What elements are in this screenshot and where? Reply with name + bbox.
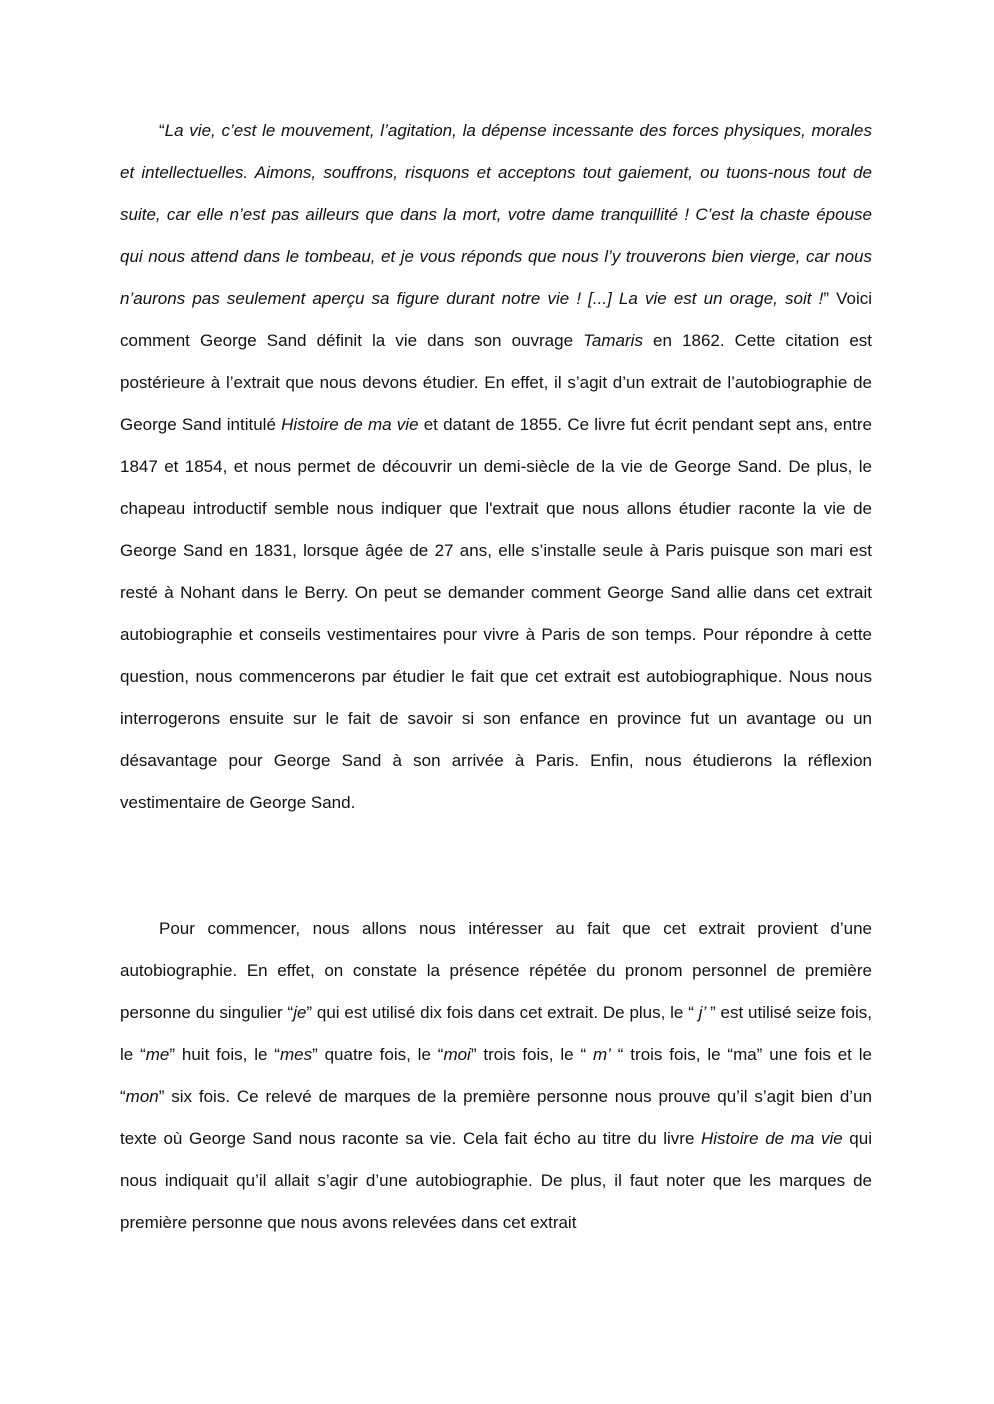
text-segment: ” est utilisé seize fois, le “ (120, 1003, 872, 1064)
text-segment: et datant de 1855. Ce livre fut écrit pendant sept ans, entre 1847 et 1854, et nous permet de découvrir un demi-siècle de la vie de George Sand. De plus, le chapeau introductif semble nous indiquer que l'extrait que nous allons étudier raconte la vie de George Sand en 1831, lorsque âgée de 27 ans, elle s’installe seule à Paris puisque son mari est resté à Nohant dans le Berry. On peut se demander comment George Sand allie dans cet extrait autobiographie et conseils vestimentaires pour vivre à Paris de son temps. Pour répondre à cette question, nous commencerons par étudier le fait que cet extrait est autobiographique. Nous nous interrogerons ensuite sur le fait de savoir si son enfance en province fut un avantage ou un désavantage pour George Sand à son arrivée à Paris. Enfin, nous étudierons la réflexion vestimentaire de George Sand. (120, 415, 872, 812)
text-segment: ” six fois. Ce relevé de marques de la première personne nous prouve qu’il s’agit bien d’un texte où George Sand nous raconte sa vie. Cela fait écho au titre du livre (120, 1087, 872, 1148)
text-segment: ” trois fois, le “ (470, 1045, 593, 1064)
pronoun-term: me (145, 1045, 170, 1064)
text-segment: ” qui est utilisé dix fois dans cet extrait. De plus, le “ (306, 1003, 699, 1022)
text-segment: Pour commencer, nous allons nous intéresser au fait que cet extrait provient d’une autobiographie. En effet, on constate la présence répétée du pronom personnel de première personne du singulier “ (120, 919, 872, 1022)
book-title: Tamaris (583, 331, 643, 350)
pronoun-term: m’ (592, 1045, 611, 1064)
pronoun-term: je (293, 1003, 307, 1022)
paragraph-development (120, 908, 872, 1244)
pronoun-term: moi (443, 1045, 471, 1064)
document-page (120, 110, 872, 1244)
text-segment: en 1862. Cette citation est postérieure à l’extrait que nous devons étudier. En effet, il s’agit d’un extrait de l’autobiographie de George Sand intitulé (120, 331, 872, 434)
book-title: Histoire de ma vie (281, 415, 419, 434)
text-segment: “ (159, 121, 165, 140)
book-title: Histoire de ma vie (701, 1129, 843, 1148)
text-segment: “ trois fois, le “ma” une fois et le “ (120, 1045, 872, 1106)
paragraph-introduction (120, 110, 872, 824)
pronoun-term: mes (279, 1045, 313, 1064)
text-segment: ” quatre fois, le “ (312, 1045, 444, 1064)
quotation-text: La vie, c’est le mouvement, l’agitation, la dépense incessante des forces physiques, morales et intellectuelles. Aimons, souffrons, risquons et acceptons tout gaiement, ou tuons-nous tout de suite, car elle n’est pas ailleurs que dans la mort, votre dame tranquillité ! C’est la chaste épouse qui nous attend dans le tombeau, et je vous réponds que nous l’y trouverons bien vierge, car nous n’aurons pas seulement aperçu sa figure durant notre vie ! [...] La vie est un orage, soit ! (120, 121, 872, 308)
text-segment: qui nous indiquait qu’il allait s’agir d’une autobiographie. De plus, il faut noter que les marques de première personne que nous avons relevées dans cet extrait (120, 1129, 872, 1232)
text-segment: ” huit fois, le “ (169, 1045, 280, 1064)
text-segment: ” Voici comment George Sand définit la vie dans son ouvrage (120, 289, 873, 350)
pronoun-term: mon (125, 1087, 159, 1106)
pronoun-term: j’ (698, 1003, 711, 1022)
